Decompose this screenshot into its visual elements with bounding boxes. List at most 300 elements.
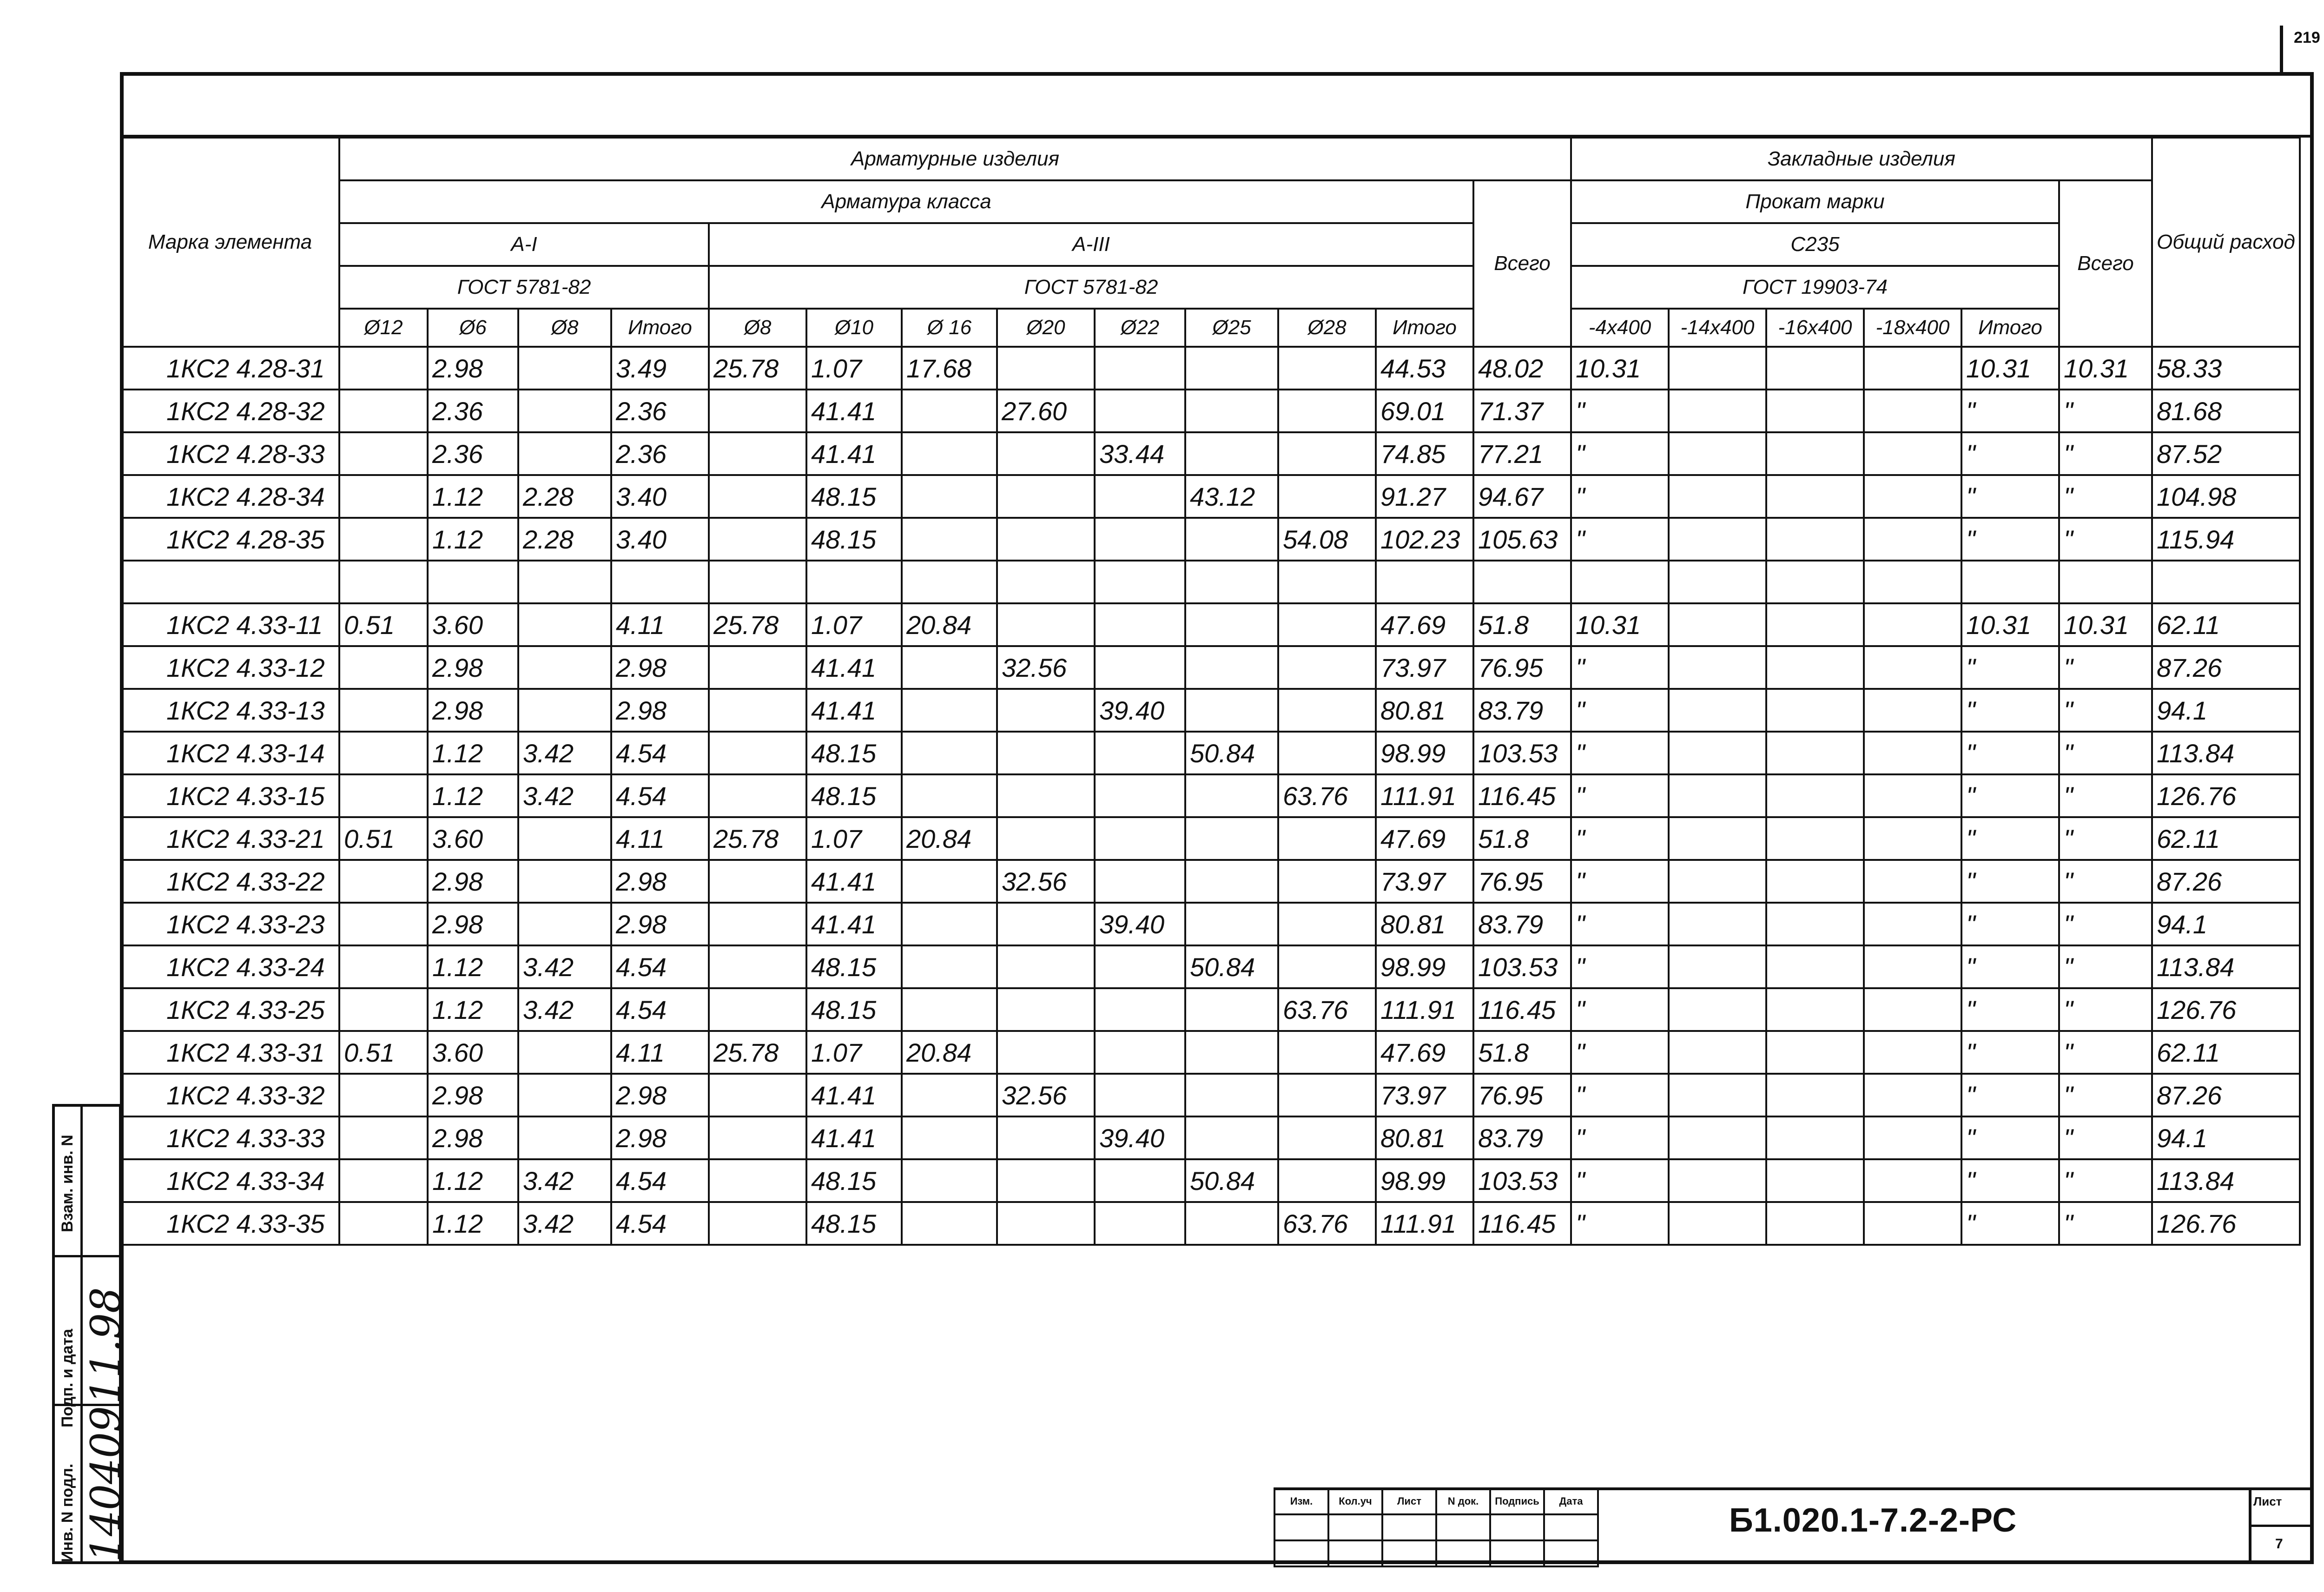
value-cell xyxy=(1185,603,1278,646)
value-cell xyxy=(997,817,1095,860)
value-cell: 39.40 xyxy=(1095,1116,1185,1159)
value-cell: " xyxy=(2059,646,2152,689)
table-row xyxy=(121,1031,2300,1074)
value-cell xyxy=(2059,561,2152,603)
value-cell: 1.12 xyxy=(428,518,518,561)
element-mark-cell: 1КС2 4.33-25 xyxy=(121,988,339,1031)
value-cell xyxy=(1185,1031,1278,1074)
value-cell: 3.60 xyxy=(428,817,518,860)
table-row xyxy=(121,1159,2300,1202)
value-cell: " xyxy=(1961,860,2059,903)
value-cell: 0.51 xyxy=(339,603,428,646)
value-cell xyxy=(1669,603,1766,646)
value-cell xyxy=(1185,646,1278,689)
value-cell xyxy=(709,903,806,945)
tb-label: Подпись xyxy=(1490,1488,1544,1514)
value-cell xyxy=(902,561,997,603)
element-mark-cell: 1КС2 4.33-14 xyxy=(121,732,339,774)
value-cell xyxy=(1185,903,1278,945)
value-cell xyxy=(1766,603,1864,646)
value-cell xyxy=(1669,732,1766,774)
value-cell: 87.52 xyxy=(2152,432,2300,475)
value-cell xyxy=(1278,1074,1376,1116)
value-cell xyxy=(709,646,806,689)
value-cell xyxy=(1766,432,1864,475)
value-cell: 10.31 xyxy=(2059,603,2152,646)
value-cell xyxy=(1669,561,1766,603)
value-cell: 2.36 xyxy=(611,390,709,432)
value-cell xyxy=(1669,1159,1766,1202)
value-cell: 10.31 xyxy=(1571,347,1669,390)
value-cell xyxy=(1278,732,1376,774)
value-cell: 48.15 xyxy=(806,774,902,817)
header-total-emb: Всего xyxy=(2059,180,2152,347)
value-cell xyxy=(902,774,997,817)
value-cell: " xyxy=(1571,988,1669,1031)
value-cell: 39.40 xyxy=(1095,689,1185,732)
value-cell: 2.98 xyxy=(428,689,518,732)
value-cell xyxy=(1766,817,1864,860)
value-cell xyxy=(1669,1202,1766,1245)
value-cell: 126.76 xyxy=(2152,988,2300,1031)
value-cell: 48.15 xyxy=(806,1202,902,1245)
table-row xyxy=(121,475,2300,518)
value-cell: 76.95 xyxy=(1473,1074,1571,1116)
value-cell xyxy=(339,518,428,561)
value-cell xyxy=(997,945,1095,988)
value-cell xyxy=(339,1202,428,1245)
value-cell: 98.99 xyxy=(1376,945,1473,988)
sheet-divider xyxy=(2249,1525,2314,1527)
page-corner-mark xyxy=(2280,26,2283,72)
value-cell: 1.12 xyxy=(428,475,518,518)
value-cell: 48.15 xyxy=(806,1159,902,1202)
col-header: -4x400 xyxy=(1571,309,1669,347)
value-cell xyxy=(339,646,428,689)
value-cell: 25.78 xyxy=(709,817,806,860)
value-cell: 116.45 xyxy=(1473,774,1571,817)
value-cell: " xyxy=(2059,390,2152,432)
value-cell xyxy=(902,1202,997,1245)
value-cell xyxy=(902,903,997,945)
value-cell xyxy=(1864,689,1961,732)
value-cell xyxy=(1864,732,1961,774)
value-cell: 80.81 xyxy=(1376,903,1473,945)
value-cell: 1.12 xyxy=(428,732,518,774)
stamp-inv-number: 140409 xyxy=(82,1406,130,1562)
value-cell: 3.40 xyxy=(611,518,709,561)
value-cell xyxy=(1278,603,1376,646)
value-cell xyxy=(1669,390,1766,432)
value-cell: 91.27 xyxy=(1376,475,1473,518)
value-cell: 62.11 xyxy=(2152,817,2300,860)
value-cell: 2.98 xyxy=(611,860,709,903)
value-cell: 3.42 xyxy=(518,1202,611,1245)
header-a3: A-III xyxy=(709,223,1473,266)
specification-table xyxy=(120,137,2301,1246)
stamp-divider xyxy=(52,1404,122,1406)
value-cell xyxy=(1669,1074,1766,1116)
value-cell xyxy=(1864,945,1961,988)
value-cell xyxy=(339,860,428,903)
value-cell: " xyxy=(2059,1031,2152,1074)
value-cell xyxy=(1095,603,1185,646)
value-cell: 116.45 xyxy=(1473,1202,1571,1245)
value-cell xyxy=(1473,561,1571,603)
table-row xyxy=(121,561,2300,603)
value-cell: " xyxy=(2059,1202,2152,1245)
col-header: Ø20 xyxy=(997,309,1095,347)
value-cell: 116.45 xyxy=(1473,988,1571,1031)
value-cell: " xyxy=(1961,390,2059,432)
value-cell: " xyxy=(1571,1031,1669,1074)
value-cell xyxy=(1766,732,1864,774)
value-cell xyxy=(1669,347,1766,390)
value-cell xyxy=(1864,475,1961,518)
value-cell xyxy=(1669,518,1766,561)
value-cell: 3.42 xyxy=(518,988,611,1031)
value-cell: 2.28 xyxy=(518,518,611,561)
value-cell xyxy=(518,646,611,689)
value-cell xyxy=(1095,945,1185,988)
value-cell: 20.84 xyxy=(902,1031,997,1074)
value-cell: 98.99 xyxy=(1376,732,1473,774)
value-cell: 102.23 xyxy=(1376,518,1473,561)
value-cell: 1.12 xyxy=(428,988,518,1031)
element-mark-cell xyxy=(121,561,339,603)
table-row xyxy=(121,860,2300,903)
value-cell xyxy=(1095,1159,1185,1202)
value-cell: 3.40 xyxy=(611,475,709,518)
value-cell: 87.26 xyxy=(2152,860,2300,903)
header-total-arm: Всего xyxy=(1473,180,1571,347)
table-row xyxy=(121,774,2300,817)
value-cell: 41.41 xyxy=(806,390,902,432)
col-header: Ø12 xyxy=(339,309,428,347)
value-cell xyxy=(339,689,428,732)
value-cell: 103.53 xyxy=(1473,732,1571,774)
value-cell xyxy=(1864,903,1961,945)
value-cell: 20.84 xyxy=(902,817,997,860)
value-cell xyxy=(997,347,1095,390)
element-mark-cell: 1КС2 4.33-32 xyxy=(121,1074,339,1116)
value-cell xyxy=(1864,817,1961,860)
value-cell xyxy=(902,1159,997,1202)
value-cell: 63.76 xyxy=(1278,1202,1376,1245)
value-cell xyxy=(1185,518,1278,561)
element-mark-cell: 1КС2 4.28-32 xyxy=(121,390,339,432)
value-cell: 43.12 xyxy=(1185,475,1278,518)
value-cell: 2.98 xyxy=(611,903,709,945)
value-cell xyxy=(1669,903,1766,945)
value-cell xyxy=(709,390,806,432)
value-cell: 103.53 xyxy=(1473,1159,1571,1202)
value-cell: 41.41 xyxy=(806,1116,902,1159)
value-cell xyxy=(902,732,997,774)
value-cell: 58.33 xyxy=(2152,347,2300,390)
value-cell xyxy=(997,689,1095,732)
value-cell: " xyxy=(1961,646,2059,689)
value-cell: " xyxy=(1571,774,1669,817)
value-cell xyxy=(1766,903,1864,945)
value-cell xyxy=(1766,475,1864,518)
value-cell: 4.54 xyxy=(611,732,709,774)
value-cell: " xyxy=(1961,1116,2059,1159)
value-cell: 32.56 xyxy=(997,646,1095,689)
value-cell: 62.11 xyxy=(2152,1031,2300,1074)
value-cell xyxy=(518,903,611,945)
value-cell xyxy=(1095,1031,1185,1074)
revision-grid xyxy=(1274,1487,1599,1567)
value-cell: " xyxy=(1961,988,2059,1031)
table-row xyxy=(121,817,2300,860)
value-cell: 41.41 xyxy=(806,689,902,732)
value-cell: 48.02 xyxy=(1473,347,1571,390)
value-cell xyxy=(902,988,997,1031)
value-cell: 3.42 xyxy=(518,1159,611,1202)
value-cell: 104.98 xyxy=(2152,475,2300,518)
value-cell: " xyxy=(2059,518,2152,561)
value-cell xyxy=(997,774,1095,817)
value-cell xyxy=(1278,432,1376,475)
value-cell xyxy=(1864,561,1961,603)
value-cell: 3.49 xyxy=(611,347,709,390)
element-mark-cell: 1КС2 4.33-22 xyxy=(121,860,339,903)
value-cell: 2.98 xyxy=(428,347,518,390)
value-cell xyxy=(1766,646,1864,689)
value-cell xyxy=(709,1202,806,1245)
value-cell xyxy=(902,945,997,988)
table-body xyxy=(121,347,2300,1245)
value-cell xyxy=(1185,1116,1278,1159)
value-cell: 2.98 xyxy=(611,1074,709,1116)
value-cell: 44.53 xyxy=(1376,347,1473,390)
element-mark-cell: 1КС2 4.33-33 xyxy=(121,1116,339,1159)
value-cell xyxy=(1766,390,1864,432)
approval-stamp xyxy=(52,1104,130,1564)
value-cell: 25.78 xyxy=(709,1031,806,1074)
value-cell xyxy=(339,945,428,988)
value-cell xyxy=(997,1116,1095,1159)
value-cell: 83.79 xyxy=(1473,1116,1571,1159)
col-header: Ø10 xyxy=(806,309,902,347)
value-cell xyxy=(709,432,806,475)
value-cell: " xyxy=(1571,646,1669,689)
element-mark-cell: 1КС2 4.33-21 xyxy=(121,817,339,860)
value-cell xyxy=(806,561,902,603)
value-cell xyxy=(1669,432,1766,475)
value-cell xyxy=(339,1116,428,1159)
value-cell: 76.95 xyxy=(1473,646,1571,689)
value-cell xyxy=(1669,988,1766,1031)
value-cell xyxy=(997,1159,1095,1202)
value-cell xyxy=(709,475,806,518)
value-cell xyxy=(709,732,806,774)
value-cell xyxy=(1095,1074,1185,1116)
value-cell: 3.42 xyxy=(518,945,611,988)
value-cell: " xyxy=(1571,475,1669,518)
value-cell xyxy=(339,732,428,774)
value-cell xyxy=(709,860,806,903)
value-cell xyxy=(902,860,997,903)
page-number: 219 xyxy=(2294,29,2320,46)
value-cell: " xyxy=(1571,518,1669,561)
value-cell xyxy=(1766,347,1864,390)
value-cell xyxy=(339,561,428,603)
value-cell: 81.68 xyxy=(2152,390,2300,432)
element-mark-cell: 1КС2 4.28-31 xyxy=(121,347,339,390)
value-cell xyxy=(1095,646,1185,689)
value-cell: " xyxy=(1961,774,2059,817)
value-cell: 39.40 xyxy=(1095,903,1185,945)
value-cell xyxy=(1864,432,1961,475)
value-cell xyxy=(518,390,611,432)
value-cell xyxy=(1961,561,2059,603)
value-cell xyxy=(611,561,709,603)
col-header: Ø25 xyxy=(1185,309,1278,347)
value-cell: 51.8 xyxy=(1473,1031,1571,1074)
value-cell: " xyxy=(2059,1159,2152,1202)
value-cell: 94.1 xyxy=(2152,1116,2300,1159)
table-row xyxy=(121,945,2300,988)
value-cell: " xyxy=(1571,1116,1669,1159)
value-cell: " xyxy=(1961,1202,2059,1245)
value-cell: " xyxy=(1571,432,1669,475)
value-cell: 51.8 xyxy=(1473,603,1571,646)
value-cell xyxy=(339,475,428,518)
value-cell xyxy=(1864,988,1961,1031)
value-cell xyxy=(997,603,1095,646)
element-mark-cell: 1КС2 4.33-15 xyxy=(121,774,339,817)
value-cell xyxy=(518,689,611,732)
value-cell xyxy=(1766,518,1864,561)
header-armature-class: Арматура класса xyxy=(339,180,1473,223)
value-cell: " xyxy=(1571,817,1669,860)
value-cell xyxy=(1766,988,1864,1031)
value-cell xyxy=(1766,1031,1864,1074)
table-row xyxy=(121,689,2300,732)
value-cell: " xyxy=(1961,1031,2059,1074)
value-cell: 94.67 xyxy=(1473,475,1571,518)
value-cell: 1.07 xyxy=(806,1031,902,1074)
value-cell: 47.69 xyxy=(1376,817,1473,860)
value-cell xyxy=(902,689,997,732)
header-embedded-products: Закладные изделия xyxy=(1571,138,2152,180)
value-cell: " xyxy=(1571,903,1669,945)
value-cell xyxy=(1669,945,1766,988)
value-cell: 73.97 xyxy=(1376,1074,1473,1116)
value-cell: 10.31 xyxy=(1961,603,2059,646)
value-cell: 126.76 xyxy=(2152,1202,2300,1245)
value-cell: " xyxy=(1961,1074,2059,1116)
value-cell: " xyxy=(1961,475,2059,518)
value-cell xyxy=(518,347,611,390)
element-mark-cell: 1КС2 4.33-24 xyxy=(121,945,339,988)
sheet-number: 7 xyxy=(2275,1536,2283,1552)
value-cell: 115.94 xyxy=(2152,518,2300,561)
value-cell: 4.54 xyxy=(611,1202,709,1245)
value-cell: 63.76 xyxy=(1278,774,1376,817)
value-cell: " xyxy=(2059,432,2152,475)
value-cell: " xyxy=(2059,1074,2152,1116)
value-cell xyxy=(1185,689,1278,732)
value-cell xyxy=(1185,1074,1278,1116)
value-cell xyxy=(1185,817,1278,860)
value-cell: 80.81 xyxy=(1376,1116,1473,1159)
value-cell xyxy=(1864,390,1961,432)
element-mark-cell: 1КС2 4.33-34 xyxy=(121,1159,339,1202)
value-cell: 4.11 xyxy=(611,603,709,646)
value-cell xyxy=(997,561,1095,603)
value-cell xyxy=(1185,390,1278,432)
table-row xyxy=(121,390,2300,432)
col-header: Ø 16 xyxy=(902,309,997,347)
value-cell: 32.56 xyxy=(997,1074,1095,1116)
value-cell: " xyxy=(1571,860,1669,903)
value-cell: 27.60 xyxy=(997,390,1095,432)
value-cell xyxy=(902,1116,997,1159)
value-cell: 1.07 xyxy=(806,817,902,860)
stamp-divider xyxy=(52,1255,122,1257)
value-cell xyxy=(1669,475,1766,518)
value-cell xyxy=(1278,347,1376,390)
header-overall: Общий расход xyxy=(2152,138,2300,347)
value-cell xyxy=(1766,945,1864,988)
element-mark-cell: 1КС2 4.33-12 xyxy=(121,646,339,689)
value-cell xyxy=(1864,1031,1961,1074)
col-header: Ø22 xyxy=(1095,309,1185,347)
value-cell: 48.15 xyxy=(806,988,902,1031)
element-mark-cell: 1КС2 4.33-35 xyxy=(121,1202,339,1245)
value-cell: 1.12 xyxy=(428,1159,518,1202)
value-cell: 63.76 xyxy=(1278,988,1376,1031)
value-cell: 0.51 xyxy=(339,817,428,860)
value-cell: 4.54 xyxy=(611,988,709,1031)
value-cell: 80.81 xyxy=(1376,689,1473,732)
table-row xyxy=(121,1202,2300,1245)
value-cell: 1.07 xyxy=(806,603,902,646)
value-cell: 111.91 xyxy=(1376,774,1473,817)
value-cell: 83.79 xyxy=(1473,689,1571,732)
value-cell: 1.12 xyxy=(428,1202,518,1245)
document-code: Б1.020.1-7.2-2-РС xyxy=(1729,1502,2017,1539)
value-cell xyxy=(518,817,611,860)
value-cell xyxy=(997,518,1095,561)
value-cell: 1.07 xyxy=(806,347,902,390)
element-mark-cell: 1КС2 4.33-31 xyxy=(121,1031,339,1074)
value-cell xyxy=(518,432,611,475)
value-cell: 4.54 xyxy=(611,774,709,817)
value-cell xyxy=(1669,1031,1766,1074)
value-cell xyxy=(997,1202,1095,1245)
value-cell: 25.78 xyxy=(709,347,806,390)
value-cell xyxy=(339,903,428,945)
value-cell xyxy=(1864,603,1961,646)
value-cell xyxy=(1095,732,1185,774)
value-cell xyxy=(1278,1159,1376,1202)
value-cell xyxy=(1864,347,1961,390)
value-cell: 69.01 xyxy=(1376,390,1473,432)
value-cell: 20.84 xyxy=(902,603,997,646)
value-cell: " xyxy=(2059,774,2152,817)
tb-label: Лист xyxy=(1382,1488,1436,1514)
value-cell: 47.69 xyxy=(1376,1031,1473,1074)
value-cell xyxy=(1095,518,1185,561)
value-cell xyxy=(518,1116,611,1159)
value-cell xyxy=(1864,774,1961,817)
value-cell: 74.85 xyxy=(1376,432,1473,475)
value-cell: 41.41 xyxy=(806,646,902,689)
